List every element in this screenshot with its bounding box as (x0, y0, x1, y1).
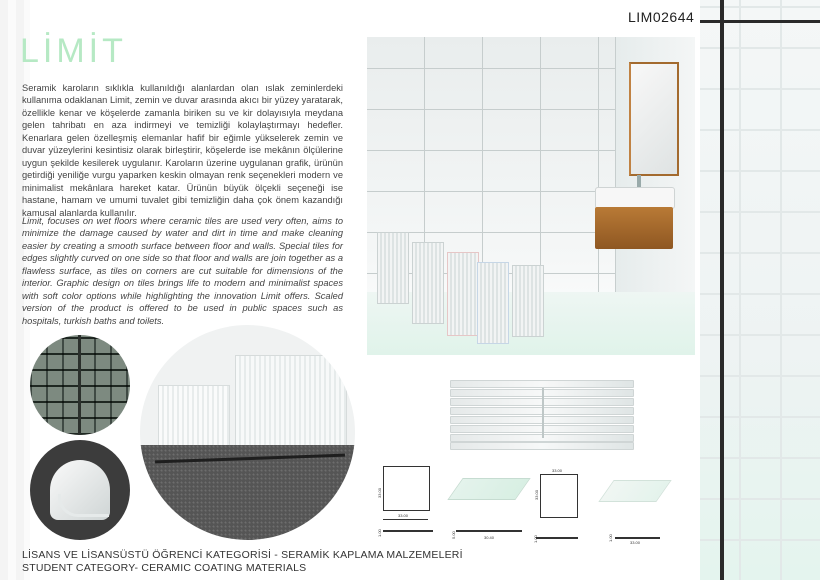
dim-line (383, 519, 428, 520)
right-tile-grid-decor (700, 0, 820, 580)
dim-small-b-label: 5.00 (451, 531, 456, 539)
wood-cabinet-image (595, 207, 673, 249)
flat-profile-drawing (536, 537, 578, 539)
dim-flat-width-label: 33.00 (630, 540, 641, 545)
sink-image (595, 187, 675, 209)
dim-small-c-label: 1.00 (533, 535, 538, 543)
product-logo: LİMİT (20, 32, 127, 70)
dim-depth-label: 30.40 (484, 535, 495, 540)
curved-profile-drawing (456, 530, 522, 532)
flat-tile-iso-drawing (598, 480, 671, 502)
old-corner-tile-photo (30, 335, 130, 435)
mirror-image (629, 62, 679, 176)
dim-square-width-label: 33.00 (552, 468, 563, 473)
tile-sample-image (477, 262, 509, 344)
description-english: Limit, focuses on wet floors where ceramic tiles are used very often, aims to minimize the damage caused by water and dirt in time and make cleaning easier by creating a smooth surface between floor and walls. Special tiles for edges slightly curved on one side so that floor and walls are join together as a flawless surface, as tiles on corners are cut suitable for dimensions of the interior. Graphic design on tiles brings life to modern and minimalist spaces with soft color options while highlighting the innovation Limit offers. Scaled version of the product is offered to be used in public spaces such as hospitals, turkish baths and toilets. (22, 216, 343, 326)
tile-sample-image (412, 242, 444, 324)
dim-width-label: 33.00 (398, 513, 409, 518)
dim-square-height-label: 33.00 (534, 489, 539, 500)
flat-tile-profile-drawing (615, 537, 660, 539)
category-english: STUDENT CATEGORY- CERAMIC COATING MATERIALS (22, 562, 307, 574)
dim-height-label: 33.00 (377, 487, 382, 498)
tile-profile-drawing (383, 530, 433, 532)
corner-application-render (140, 325, 355, 540)
tile-square-drawing (540, 474, 578, 518)
tile-sample-image (447, 252, 479, 336)
description-turkish: Seramik karoların sıklıkla kullanıldığı alanlardan olan ıslak zeminlerdeki kullanıma odaklanan Limit, zemin ve duvar arasında akıcı bir yüzey yaratarak, özellikle kenar ve köşelerde zamanla biriken su ve kir dolayısıyla meydana gelen tahribatı en aza indirmeyi ve temizliği kolaylaştırmayı hedefler. Kenarlara gelen özelleşmiş elemanlar hafif bir eğimle yükselerek zemin ve duvar yüzeylerini kesintisiz olarak birleştirir, köşelerde ise mekânın ölçülerine uygun şekilde kesilerek uygulanır. Karoların üzerine uygulanan grafik, ürünün getirdiği yeniliğe vurgu yaparken keskin olmayan renk seçenekleri modern ve minimalist mekânlara hareket katar. Ürünün büyük ölçekli seçeneği ise hastane, hamam ve umumi tuvalet gibi temizliğin daha çok önem kazandığı kamusal alanlarda kullanılır. (22, 83, 343, 218)
product-code: LIM02644 (628, 9, 695, 25)
bathroom-render (367, 37, 695, 355)
category-turkish: LİSANS VE LİSANSÜSTÜ ÖĞRENCİ KATEGORİSİ - SERAMİK KAPLAMA MALZEMELERİ (22, 549, 463, 561)
stacked-tiles-image (450, 380, 632, 448)
tile-front-drawing (383, 466, 430, 511)
tile-sample-image (512, 265, 544, 337)
dim-small-a-label: 1.00 (377, 529, 382, 537)
dim-flat-small-label: 1.00 (608, 534, 613, 542)
tile-sample-image (377, 232, 409, 304)
tile-iso-drawing (447, 478, 530, 500)
curved-edge-detail-photo (30, 440, 130, 540)
